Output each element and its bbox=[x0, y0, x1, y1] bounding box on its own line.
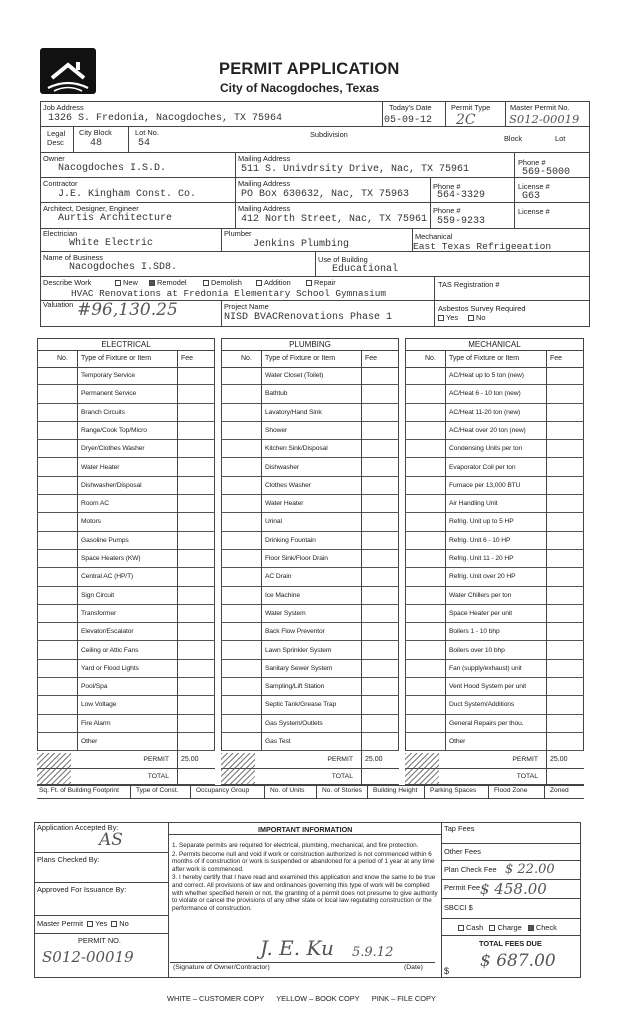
electrical-table bbox=[37, 338, 215, 785]
electrical-row[interactable] bbox=[37, 605, 215, 623]
mechanical-row[interactable] bbox=[405, 623, 584, 641]
job-address-value[interactable]: 1326 S. Fredonia, Nacogdoches, TX 75964 bbox=[48, 113, 283, 124]
repair-checkbox[interactable]: Repair bbox=[306, 279, 336, 286]
electrical-item-label: Water Heater bbox=[81, 463, 120, 471]
electrical-permit-label: PERMIT bbox=[143, 756, 169, 764]
electrical-total-row bbox=[37, 769, 215, 785]
plumbing-item-label: Floor Sink/Floor Drain bbox=[265, 555, 328, 562]
building-info-divider bbox=[544, 785, 545, 799]
electrical-row[interactable] bbox=[37, 623, 215, 641]
mechanical-item-label: Furnace per 13,000 BTU bbox=[449, 481, 521, 489]
electrical-row[interactable] bbox=[37, 440, 215, 458]
mechanical-item-label: Condensing Units per ton bbox=[449, 445, 523, 453]
mechanical-row[interactable] bbox=[405, 715, 584, 733]
electrical-row[interactable] bbox=[37, 422, 215, 440]
plumbing-item-label: Lawn Sprinkler System bbox=[265, 646, 332, 654]
plumbing-item-label: Sanitary Sewer System bbox=[265, 664, 333, 672]
permit-fee-value[interactable]: $ 458.00 bbox=[480, 880, 547, 898]
house-icon bbox=[40, 48, 96, 94]
mechanical-item-label: AC/Heat 11-20 ton (new) bbox=[449, 408, 521, 416]
electrical-item-label: Branch Circuits bbox=[81, 408, 125, 416]
permit-type-value[interactable]: 2C bbox=[456, 112, 476, 128]
electrical-row[interactable] bbox=[37, 532, 215, 550]
electrical-row[interactable] bbox=[37, 495, 215, 513]
mechanical-item-label: Space Heater per unit bbox=[449, 609, 512, 617]
electrical-row[interactable] bbox=[37, 678, 215, 696]
plumbing-row[interactable] bbox=[221, 422, 399, 440]
plumbing-row[interactable] bbox=[221, 385, 399, 403]
plumbing-permit-label: PERMIT bbox=[327, 756, 353, 764]
building-info-type-of-const[interactable]: Type of Const. bbox=[136, 787, 179, 794]
plumbing-item-label: Water System bbox=[265, 609, 306, 617]
mechanical-item-label: Refrig. Unit over 20 HP bbox=[449, 573, 516, 581]
plumbing-item-label: Urinal bbox=[265, 518, 282, 526]
mechanical-total-label: TOTAL bbox=[516, 773, 538, 781]
plan-check-fee-value[interactable]: $ 22.00 bbox=[505, 862, 555, 877]
city-block-value[interactable]: 48 bbox=[90, 138, 103, 149]
electrical-row[interactable] bbox=[37, 550, 215, 568]
check-checkbox[interactable] bbox=[528, 925, 534, 931]
architect-mailing-label: Mailing Address bbox=[238, 204, 291, 213]
building-info-occupancy-group[interactable]: Occupancy Group bbox=[196, 787, 250, 794]
building-info-divider bbox=[367, 785, 368, 799]
mechanical-item-label: Evaporator Coil per ton bbox=[449, 463, 516, 471]
building-info-no-of-stories[interactable]: No. of Stories bbox=[322, 787, 362, 794]
plumbing-row[interactable] bbox=[221, 495, 399, 513]
mechanical-item-label: Fan (supply/exhaust) unit bbox=[449, 664, 522, 672]
plumbing-row[interactable] bbox=[221, 440, 399, 458]
plumbing-item-label: Dishwasher bbox=[265, 463, 299, 471]
mechanical-item-label: AC/Heat 6 - 10 ton (new) bbox=[449, 390, 521, 398]
plumbing-row[interactable] bbox=[221, 642, 399, 660]
electrical-item-label: Sign Circuit bbox=[81, 591, 114, 599]
plumbing-row[interactable] bbox=[221, 678, 399, 696]
plumbing-row[interactable] bbox=[221, 605, 399, 623]
important-info-item: 2. Permits become null and void if work or construction authorized is not commenced within 6 months of if construction or work is suspended or abandoned for a period of 1 year at any time after work is commenced. bbox=[172, 850, 435, 873]
electrical-item-label: Permanent Service bbox=[81, 390, 137, 398]
master-permit-label: Master Permit Yes No bbox=[37, 919, 129, 928]
master-permit-no-label: Master Permit No. bbox=[510, 103, 570, 112]
mechanical-item-label: AC/Heat up to 5 ton (new) bbox=[449, 372, 524, 379]
owner-phone-value[interactable]: 569-5000 bbox=[522, 167, 571, 178]
business-value[interactable]: Nacogdoches I.SD8. bbox=[69, 262, 178, 273]
mechanical-row[interactable] bbox=[405, 660, 584, 678]
owner-value[interactable]: Nacogdoches I.S.D. bbox=[58, 163, 167, 174]
mechanical-row[interactable] bbox=[405, 495, 584, 513]
electrical-row[interactable] bbox=[37, 642, 215, 660]
plumbing-col-rule bbox=[361, 351, 362, 751]
mechanical-row[interactable] bbox=[405, 404, 584, 422]
electrical-row[interactable] bbox=[37, 733, 215, 751]
master-permit-no-checkbox[interactable] bbox=[111, 921, 117, 927]
plumbing-row[interactable] bbox=[221, 513, 399, 531]
mechanical-label: Mechanical bbox=[415, 232, 453, 241]
electrical-fee-rule bbox=[177, 751, 178, 785]
important-info-text bbox=[172, 842, 440, 913]
plumbing-item-label: Gas System/Outlets bbox=[265, 719, 323, 727]
mechanical-row[interactable] bbox=[405, 367, 584, 385]
architect-mailing-value[interactable]: 412 North Street, Nac, TX 75961 bbox=[241, 214, 428, 225]
plumbing-row[interactable] bbox=[221, 715, 399, 733]
demolish-checkbox[interactable]: Demolish bbox=[203, 279, 242, 286]
plumbing-item-label: Sampling/Lift Station bbox=[265, 683, 325, 691]
mechanical-row[interactable] bbox=[405, 550, 584, 568]
building-info-zoned[interactable]: Zoned bbox=[550, 787, 569, 794]
todays-date-value[interactable]: 05-09-12 bbox=[384, 115, 433, 126]
remodel-checkbox[interactable]: Remodel bbox=[149, 279, 187, 286]
cash-checkbox[interactable] bbox=[458, 925, 464, 931]
electrical-item-label: Low Voltage bbox=[81, 701, 117, 709]
electrical-item-label: Ceiling or Attic Fans bbox=[81, 646, 139, 654]
mechanical-row[interactable] bbox=[405, 440, 584, 458]
electrical-item-label: Other bbox=[81, 738, 98, 745]
master-permit-yes-checkbox[interactable] bbox=[87, 921, 93, 927]
use-of-building-label: Use of Building bbox=[318, 255, 368, 264]
describe-work-label: Describe Work bbox=[43, 278, 92, 287]
total-dollar-sign: $ bbox=[444, 966, 450, 976]
permit-no-label: PERMIT NO. bbox=[78, 936, 121, 945]
todays-date-label: Today's Date bbox=[389, 103, 432, 112]
mechanical-col-type-of-fixture-or-item: Type of Fixture or Item bbox=[449, 355, 520, 362]
addition-checkbox[interactable]: Addition bbox=[256, 279, 291, 286]
contractor-license-value[interactable]: G63 bbox=[522, 191, 541, 202]
mechanical-item-label: Water Chillers per ton bbox=[449, 591, 512, 599]
building-info-flood-zone[interactable]: Flood Zone bbox=[494, 787, 528, 794]
plumbing-row[interactable] bbox=[221, 477, 399, 495]
mechanical-permit-fee[interactable]: 25.00 bbox=[550, 756, 568, 764]
contractor-value[interactable]: J.E. Kingham Const. Co. bbox=[58, 189, 197, 200]
mechanical-item-label: General Repairs per thou. bbox=[449, 719, 524, 727]
electrical-total-label: TOTAL bbox=[147, 773, 169, 781]
plumbing-row[interactable] bbox=[221, 404, 399, 422]
mechanical-item-label: Air Handling Unit bbox=[449, 500, 498, 508]
master-permit-no-value[interactable]: S012-00019 bbox=[509, 112, 580, 126]
plumbing-item-label: Drinking Fountain bbox=[265, 536, 316, 544]
lot-no-value[interactable]: 54 bbox=[138, 138, 151, 149]
business-label: Name of Business bbox=[43, 253, 103, 262]
contractor-mailing-label: Mailing Address bbox=[238, 179, 291, 188]
electrical-item-label: Temporary Service bbox=[81, 372, 136, 379]
signature-date[interactable]: 5.9.12 bbox=[352, 945, 394, 960]
plumbing-item-label: Bathtub bbox=[265, 390, 288, 398]
plumbing-item-label: Clothes Washer bbox=[265, 481, 311, 489]
mechanical-item-label: Vent Hood System per unit bbox=[449, 683, 527, 691]
electrical-title: ELECTRICAL bbox=[37, 338, 215, 351]
architect-value[interactable]: Aurtis Architecture bbox=[58, 213, 173, 224]
lot-label: Lot bbox=[555, 134, 566, 143]
building-info-no-of-units[interactable]: No. of Units bbox=[270, 787, 305, 794]
mechanical-col-no: No. bbox=[425, 355, 436, 362]
lot-no-label: Lot No. bbox=[135, 128, 159, 137]
electrical-item-label: Yard or Flood Lights bbox=[81, 664, 139, 672]
plumbing-item-label: Lavatory/Hand Sink bbox=[265, 408, 322, 416]
owner-label: Owner bbox=[43, 154, 65, 163]
valuation-label: Valuation bbox=[43, 300, 74, 309]
electrical-col-rule bbox=[177, 351, 178, 751]
permit-fee-label: Permit Fee bbox=[444, 883, 481, 892]
architect-license-label: License # bbox=[518, 207, 550, 216]
electrical-row[interactable] bbox=[37, 385, 215, 403]
electrical-item-label: Room AC bbox=[81, 500, 109, 508]
page-title: PERMIT APPLICATION bbox=[219, 60, 400, 78]
signature-label: (Signature of Owner/Contractor) bbox=[173, 964, 270, 971]
mechanical-row[interactable] bbox=[405, 532, 584, 550]
approved-by-label: Approved For Issuance By: bbox=[37, 885, 127, 894]
building-info-divider bbox=[190, 785, 191, 799]
electrician-label: Electrician bbox=[43, 229, 78, 238]
plumbing-title: PLUMBING bbox=[221, 338, 399, 351]
mechanical-fee-rule bbox=[546, 751, 547, 785]
plumbing-row[interactable] bbox=[221, 696, 399, 714]
owner-mailing-label: Mailing Address bbox=[238, 154, 291, 163]
project-name-label: Project Name bbox=[224, 302, 269, 311]
electrical-item-label: Dishwasher/Disposal bbox=[81, 481, 142, 489]
contractor-phone-label: Phone # bbox=[433, 182, 461, 191]
plumbing-item-label: AC Drain bbox=[265, 573, 292, 581]
plumbing-row[interactable] bbox=[221, 532, 399, 550]
mechanical-row[interactable] bbox=[405, 459, 584, 477]
asbestos-no-checkbox[interactable]: No bbox=[468, 314, 485, 321]
electrical-row[interactable] bbox=[37, 715, 215, 733]
plumbing-item-label: Shower bbox=[265, 426, 288, 434]
mechanical-item-label: Boilers 1 - 10 bhp bbox=[449, 628, 500, 636]
mechanical-row[interactable] bbox=[405, 422, 584, 440]
new-checkbox[interactable]: New bbox=[115, 279, 138, 286]
electrical-item-label: Fire Alarm bbox=[81, 719, 111, 727]
electrical-item-label: Dryer/Clothes Washer bbox=[81, 445, 145, 453]
mechanical-col-rule bbox=[546, 351, 547, 751]
building-info-parking-spaces[interactable]: Parking Spaces bbox=[430, 787, 477, 794]
mechanical-row[interactable] bbox=[405, 477, 584, 495]
mechanical-permit-label: PERMIT bbox=[512, 756, 538, 764]
plumbing-row[interactable] bbox=[221, 568, 399, 586]
building-info-divider bbox=[130, 785, 131, 799]
electrical-row[interactable] bbox=[37, 459, 215, 477]
plumbing-permit-fee[interactable]: 25.00 bbox=[365, 756, 383, 764]
date-label: (Date) bbox=[404, 964, 423, 971]
subdivision-label: Subdivision bbox=[310, 130, 348, 139]
plumbing-item-label: Water Heater bbox=[265, 500, 304, 508]
mechanical-col-rule bbox=[445, 351, 446, 751]
permit-no-value[interactable]: S012-00019 bbox=[42, 948, 134, 966]
plumbing-row[interactable] bbox=[221, 623, 399, 641]
sbcci-label: SBCCI $ bbox=[444, 903, 473, 912]
electrical-col-type-of-fixture-or-item: Type of Fixture or Item bbox=[81, 355, 152, 362]
plumbing-item-label: Back Flow Preventor bbox=[265, 628, 325, 636]
electrical-row[interactable] bbox=[37, 587, 215, 605]
architect-phone-label: Phone # bbox=[433, 206, 461, 215]
mechanical-row[interactable] bbox=[405, 642, 584, 660]
mechanical-value[interactable]: East Texas Refrigeeation bbox=[413, 241, 552, 252]
plumbing-row[interactable] bbox=[221, 733, 399, 751]
block-label: Block bbox=[504, 134, 523, 143]
plumbing-total-row bbox=[221, 769, 399, 785]
electrical-item-label: Range/Cook Top/Micro bbox=[81, 426, 147, 434]
mechanical-item-label: Refrig. Unit 6 - 10 HP bbox=[449, 536, 511, 544]
city-block-label: City Block bbox=[79, 128, 112, 137]
owner-mailing-value[interactable]: 511 S. Univdrsity Drive, Nac, TX 75961 bbox=[241, 164, 470, 175]
other-fees-label: Other Fees bbox=[444, 847, 481, 856]
electrician-value[interactable]: White Electric bbox=[69, 238, 154, 249]
mechanical-row[interactable] bbox=[405, 568, 584, 586]
plumbing-item-label: Gas Test bbox=[265, 738, 291, 745]
building-info-sq-ft-of-building-footprint[interactable]: Sq. Ft. of Building Footprint bbox=[39, 787, 119, 794]
plumbing-item-label: Ice Machine bbox=[265, 591, 300, 599]
job-address-label: Job Address bbox=[43, 103, 84, 112]
contractor-mailing-value[interactable]: PO Box 630632, Nac, TX 75963 bbox=[241, 189, 410, 200]
city-logo bbox=[40, 48, 96, 94]
plumbing-col-no: No. bbox=[241, 355, 252, 362]
mechanical-row[interactable] bbox=[405, 678, 584, 696]
important-info-item: 3. I hereby certify that I have read and examined this application and know the same to be true and correct. All provisions of law and ordinances governing this type of work will be complied with whether specified herein or not, the granting of a permit does not presume to give authority to violate or cancel the provisions of any other state or local law regulating construction or the performance of construction. bbox=[172, 874, 438, 912]
describe-work-value[interactable]: HVAC Renovations at Fredonia Elementary School Gymnasium bbox=[71, 288, 387, 299]
plumbing-table bbox=[221, 338, 399, 785]
architect-phone-value[interactable]: 559-9233 bbox=[437, 216, 486, 227]
electrical-row[interactable] bbox=[37, 660, 215, 678]
mechanical-total-row bbox=[405, 769, 584, 785]
mechanical-row[interactable] bbox=[405, 587, 584, 605]
electrical-row[interactable] bbox=[37, 696, 215, 714]
building-info-divider bbox=[264, 785, 265, 799]
plumbing-row[interactable] bbox=[221, 660, 399, 678]
accepted-by-label: Application Accepted By: bbox=[37, 823, 119, 832]
electrical-col-fee: Fee bbox=[181, 355, 194, 362]
electrical-item-label: Gasoline Pumps bbox=[81, 536, 129, 544]
plumbing-row[interactable] bbox=[221, 367, 399, 385]
plumbing-row[interactable] bbox=[221, 587, 399, 605]
legal-desc-label: Legal Desc bbox=[47, 129, 66, 147]
mechanical-col-fee: Fee bbox=[550, 355, 563, 362]
permit-type-label: Permit Type bbox=[451, 103, 491, 112]
mechanical-row[interactable] bbox=[405, 605, 584, 623]
contractor-license-label: License # bbox=[518, 182, 550, 191]
plumbing-fee-rule bbox=[361, 751, 362, 785]
electrical-row[interactable] bbox=[37, 367, 215, 385]
contractor-label: Contractor bbox=[43, 179, 78, 188]
mechanical-item-label: Boilers over 10 bhp bbox=[449, 646, 505, 654]
electrical-item-label: Space Heaters (KW) bbox=[81, 555, 141, 562]
plumber-label: Plumber bbox=[224, 229, 252, 238]
total-fees-due-label: TOTAL FEES DUE bbox=[479, 939, 542, 948]
electrical-item-label: Pool/Spa bbox=[81, 683, 108, 691]
plumber-value[interactable]: Jenkins Plumbing bbox=[253, 239, 350, 250]
plumbing-item-label: Water Closet (Toilet) bbox=[265, 372, 324, 379]
mechanical-title: MECHANICAL bbox=[405, 338, 584, 351]
electrical-item-label: Central AC (HP/T) bbox=[81, 573, 134, 581]
building-info-building-height[interactable]: Building Height bbox=[373, 787, 418, 794]
asbestos-label: Asbestos Survey Required bbox=[438, 304, 526, 313]
checked-by-label: Plans Checked By: bbox=[37, 855, 100, 864]
use-of-building-value[interactable]: Educational bbox=[332, 264, 399, 275]
mechanical-row[interactable] bbox=[405, 696, 584, 714]
building-info-divider bbox=[488, 785, 489, 799]
mechanical-item-label: AC/Heat over 20 ton (new) bbox=[449, 426, 526, 434]
electrical-row[interactable] bbox=[37, 477, 215, 495]
mechanical-item-label: Refrig. Unit 11 - 20 HP bbox=[449, 555, 514, 562]
contractor-phone-value[interactable]: 564-3329 bbox=[437, 190, 486, 201]
electrical-item-label: Motors bbox=[81, 518, 101, 526]
accepted-initials[interactable]: AS bbox=[99, 830, 123, 850]
plan-check-fee-label: Plan Check Fee bbox=[444, 865, 497, 874]
tas-registration-label: TAS Registration # bbox=[438, 280, 500, 289]
project-name-value[interactable]: NISD BVACRenovations Phase 1 bbox=[224, 312, 393, 323]
important-info-title: IMPORTANT INFORMATION bbox=[258, 825, 353, 834]
building-info-divider bbox=[424, 785, 425, 799]
signature[interactable]: J. E. Ku bbox=[260, 936, 334, 960]
copy-distribution: WHITE – CUSTOMER COPY YELLOW – BOOK COPY PINK – FILE COPY bbox=[167, 994, 436, 1003]
total-fees-due-value[interactable]: $ 687.00 bbox=[480, 951, 556, 971]
architect-label: Architect, Designer, Engineer bbox=[43, 204, 139, 213]
valuation-value[interactable]: #96,130.25 bbox=[77, 300, 178, 320]
plumbing-row[interactable] bbox=[221, 550, 399, 568]
mechanical-row[interactable] bbox=[405, 733, 584, 751]
plumbing-col-type-of-fixture-or-item: Type of Fixture or Item bbox=[265, 355, 336, 362]
electrical-row[interactable] bbox=[37, 404, 215, 422]
tap-fees-label: Tap Fees bbox=[444, 824, 475, 833]
building-info-divider bbox=[316, 785, 317, 799]
mechanical-item-label: Duct System/Additions bbox=[449, 701, 515, 709]
plumbing-col-rule bbox=[261, 351, 262, 751]
plumbing-row[interactable] bbox=[221, 459, 399, 477]
plumbing-item-label: Septic Tank/Grease Trap bbox=[265, 701, 337, 709]
electrical-row[interactable] bbox=[37, 513, 215, 531]
electrical-row[interactable] bbox=[37, 568, 215, 586]
electrical-col-no: No. bbox=[57, 355, 68, 362]
payment-options: Cash Charge Check bbox=[458, 924, 557, 931]
mechanical-item-label: Refrig. Unit up to 5 HP bbox=[449, 518, 514, 526]
mechanical-row[interactable] bbox=[405, 385, 584, 403]
charge-checkbox[interactable] bbox=[489, 925, 495, 931]
owner-phone-label: Phone # bbox=[518, 158, 546, 167]
page-subtitle: City of Nacogdoches, Texas bbox=[220, 81, 380, 95]
plumbing-col-fee: Fee bbox=[365, 355, 378, 362]
mechanical-table bbox=[405, 338, 584, 785]
plumbing-total-label: TOTAL bbox=[331, 773, 353, 781]
mechanical-item-label: Other bbox=[449, 738, 466, 745]
plumbing-item-label: Kitchen Sink/Disposal bbox=[265, 445, 328, 453]
electrical-item-label: Elevator/Escalator bbox=[81, 628, 134, 636]
electrical-item-label: Transformer bbox=[81, 609, 117, 617]
important-info-item: 1. Separate permits are required for electrical, plumbing, mechanical, and fire protection. bbox=[172, 842, 419, 849]
mechanical-row[interactable] bbox=[405, 513, 584, 531]
electrical-permit-fee[interactable]: 25.00 bbox=[181, 756, 199, 764]
electrical-col-rule bbox=[77, 351, 78, 751]
asbestos-yes-checkbox[interactable]: Yes bbox=[438, 314, 458, 321]
